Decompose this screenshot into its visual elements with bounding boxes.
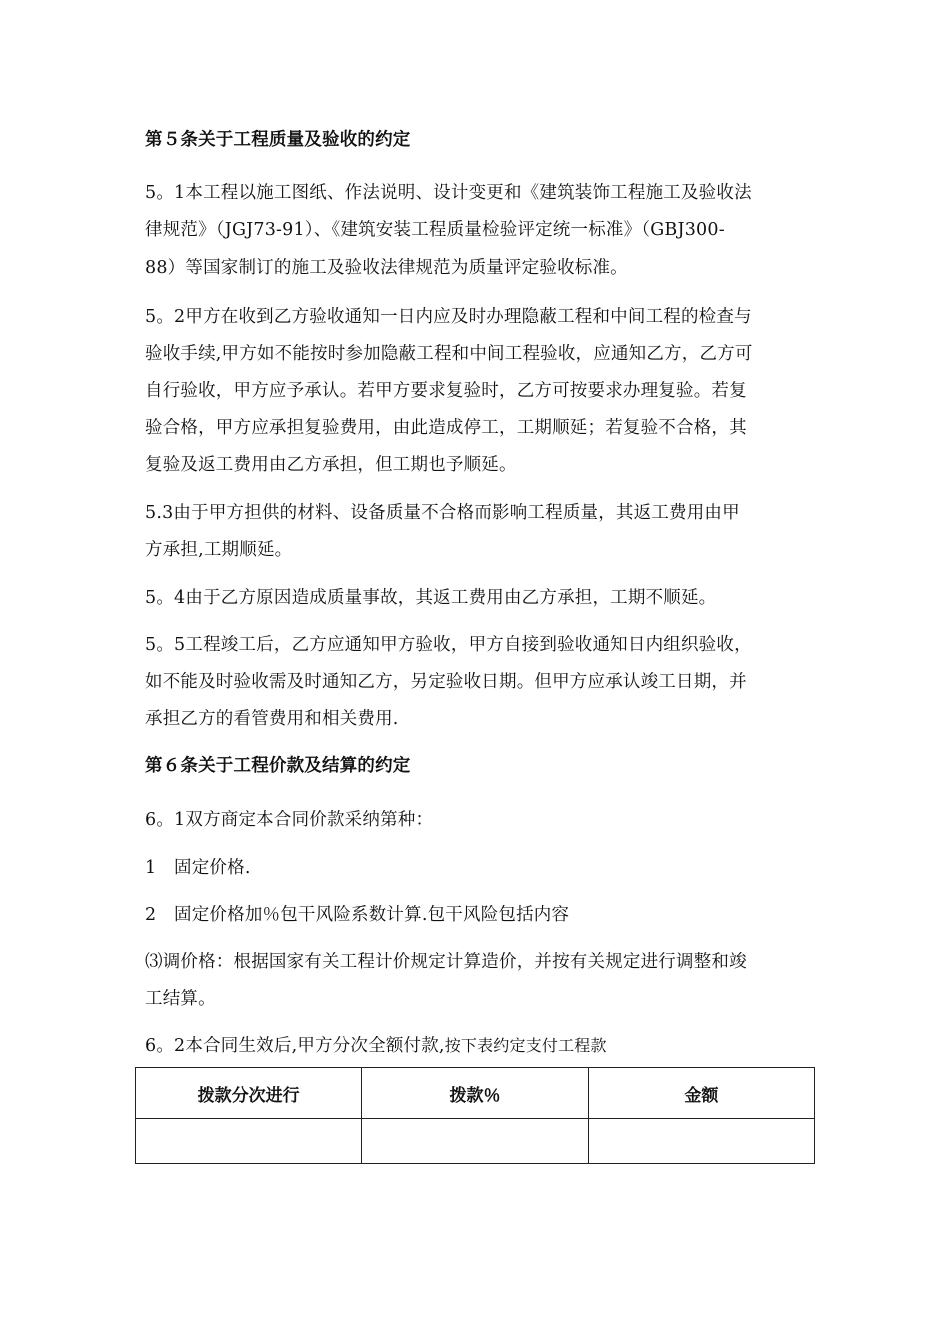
- column-header-amount: 金额: [588, 1068, 814, 1119]
- option-3-line-2: 工结算。: [145, 989, 216, 1009]
- paragraph-6-2: [145, 1034, 607, 1058]
- paragraph-5-1-line-1: 5。1本工程以施工图纸、作法说明、设计变更和《建筑装饰工程施工及验收法: [145, 183, 752, 203]
- table-cell: [362, 1119, 588, 1164]
- option-3-line-1: ⑶调价格：根据国家有关工程计价规定计算造价，并按有关规定进行调整和竣: [145, 952, 747, 972]
- paragraph-6-2-tail: 按下表约定支付工程款: [444, 1036, 607, 1055]
- paragraph-5-4: 5。4由于乙方原因造成质量事故，其返工费用由乙方承担，工期不顺延。: [145, 588, 717, 608]
- payment-schedule-table: [135, 1067, 815, 1164]
- paragraph-5-2-line-4: 验合格，甲方应承担复验费用，由此造成停工，工期顺延；若复验不合格，其: [145, 418, 747, 438]
- table-header-row: [136, 1068, 815, 1119]
- paragraph-5-1-line-2: 律规范》（JGJ73-91）、《建筑安装工程质量检验评定统一标准》（GBJ300-: [145, 220, 725, 240]
- paragraph-5-5-line-2: 如不能及时验收需及时通知乙方，另定验收日期。但甲方应承认竣工日期，并: [145, 672, 747, 692]
- paragraph-6-2-main: 6。2本合同生效后,甲方分次全额付款,: [145, 1036, 445, 1056]
- paragraph-5-2-line-3: 自行验收，甲方应予承认。若甲方要求复验时，乙方可按要求办理复验。若复: [145, 381, 747, 401]
- column-header-percent: 拨款％: [362, 1068, 588, 1119]
- section-5-heading: 第５条关于工程质量及验收的约定: [145, 130, 411, 150]
- option-2: 2 固定价格加％包干风险系数计算.包干风险包括内容: [145, 905, 570, 925]
- paragraph-5-3-line-2: 方承担,工期顺延。: [145, 540, 293, 560]
- column-header-installment: 拨款分次进行: [136, 1068, 362, 1119]
- paragraph-5-1-line-3: 88）等国家制订的施工及验收法律规范为质量评定验收标准。: [145, 258, 628, 278]
- paragraph-5-2-line-2: 验收手续,甲方如不能按时参加隐蔽工程和中间工程验收，应通知乙方，乙方可: [145, 344, 753, 364]
- table-row: [136, 1119, 815, 1164]
- paragraph-5-2-line-5: 复验及返工费用由乙方承担，但工期也予顺延。: [145, 455, 517, 475]
- paragraph-5-2-line-1: 5。2甲方在收到乙方验收通知一日内应及时办理隐蔽工程和中间工程的检查与: [145, 307, 752, 327]
- section-6-heading: 第６条关于工程价款及结算的约定: [145, 756, 411, 776]
- paragraph-5-5-line-1: 5。5工程竣工后，乙方应通知甲方验收，甲方自接到验收通知日内组织验收，: [145, 635, 752, 655]
- paragraph-5-5-line-3: 承担乙方的看管费用和相关费用.: [145, 709, 399, 729]
- paragraph-5-3-line-1: 5.3由于甲方担供的材料、设备质量不合格而影响工程质量，其返工费用由甲: [145, 503, 740, 523]
- table-cell: [588, 1119, 814, 1164]
- table-cell: [136, 1119, 362, 1164]
- option-1: 1 固定价格.: [145, 858, 251, 878]
- paragraph-6-1: 6。1双方商定本合同价款采纳第种：: [145, 810, 434, 830]
